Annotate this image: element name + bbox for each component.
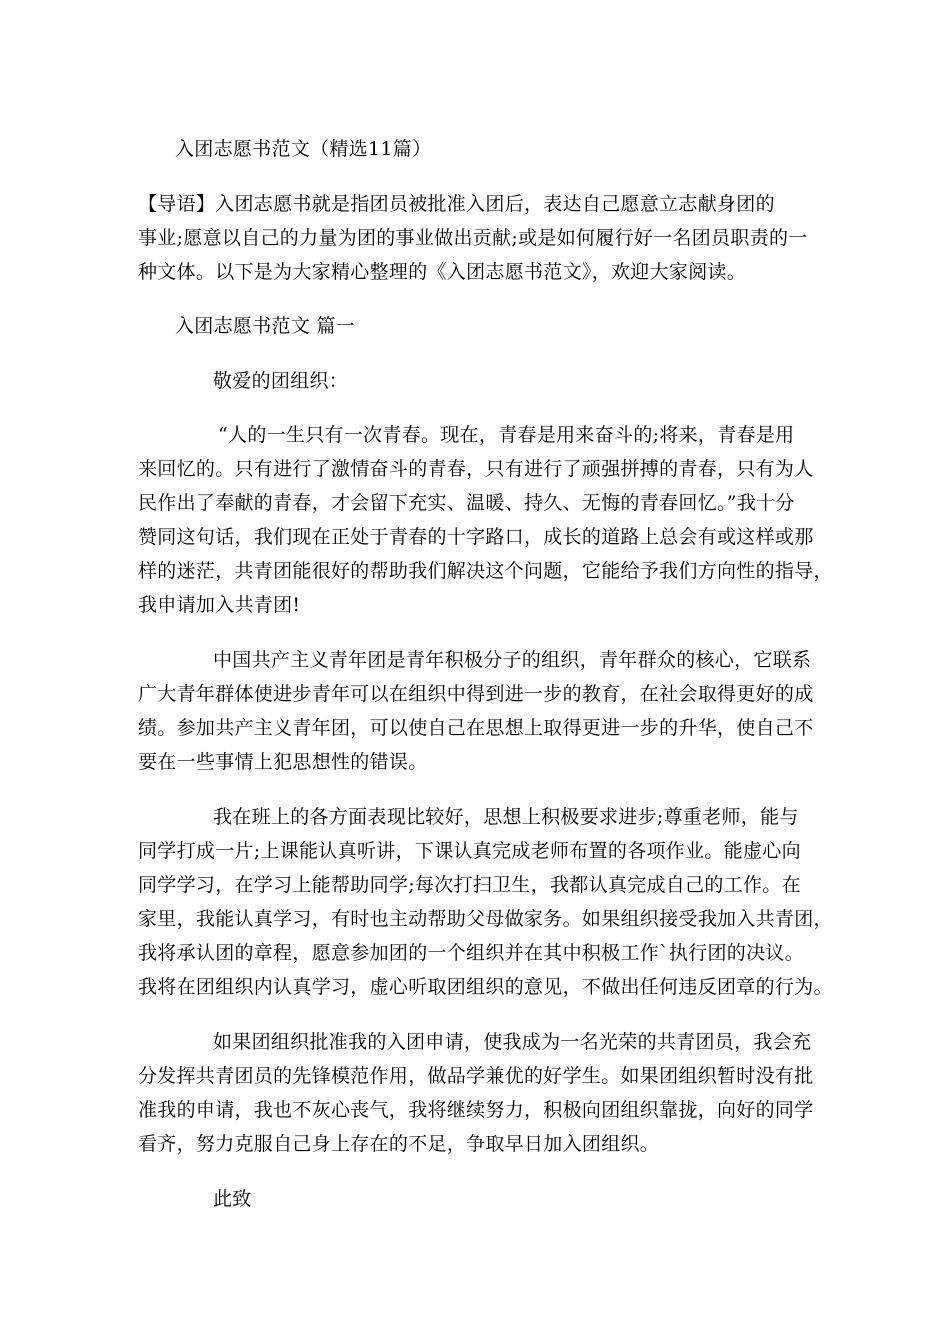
intro-line: 事业;愿意以自己的力量为团的事业做出贡献;或是如何履行好一名团员职责的一 bbox=[138, 227, 808, 249]
paragraph-line: 样的迷茫，共青团能很好的帮助我们解决这个问题，它能给予我们方向性的指导， bbox=[138, 560, 833, 582]
paragraph-line: 准我的申请，我也不灰心丧气，我将继续努力，积极向团组织靠拢，向好的同学 bbox=[138, 1099, 814, 1121]
document-title: 入团志愿书范文（精选11篇） bbox=[175, 138, 432, 160]
paragraph-line: 我将承认团的章程，愿意参加团的一个组织并在其中积极工作`执行团的决议。 bbox=[138, 942, 805, 964]
paragraph-line: “人的一生只有一次青春。现在，青春是用来奋斗的;将来，青春是用 bbox=[218, 424, 795, 446]
section-heading: 入团志愿书范文 篇一 bbox=[175, 315, 356, 337]
closing: 此致 bbox=[213, 1188, 252, 1210]
paragraph-line: 分发挥共青团员的先锋模范作用，做品学兼优的好学生。如果团组织暂时没有批 bbox=[138, 1065, 814, 1087]
paragraph-line: 我在班上的各方面表现比较好，思想上积极要求进步;尊重老师，能与 bbox=[213, 806, 799, 828]
paragraph-line: 要在一些事情上犯思想性的错误。 bbox=[138, 751, 428, 773]
paragraph-line: 来回忆的。只有进行了激情奋斗的青春，只有进行了顽强拼搏的青春，只有为人 bbox=[138, 458, 814, 480]
paragraph-line: 我申请加入共青团! bbox=[138, 594, 301, 616]
paragraph-line: 家里，我能认真学习，有时也主动帮助父母做家务。如果组织接受我加入共青团， bbox=[138, 908, 833, 930]
paragraph-line: 同学学习，在学习上能帮助同学;每次打扫卫生，我都认真完成自己的工作。在 bbox=[138, 874, 801, 896]
paragraph-line: 同学打成一片;上课能认真听讲，下课认真完成老师布置的各项作业。能虚心向 bbox=[138, 840, 801, 862]
paragraph-line: 赞同这句话，我们现在正处于青春的十字路口，成长的道路上总会有或这样或那 bbox=[138, 526, 814, 548]
paragraph-line: 民作出了奉献的青春，才会留下充实、温暖、持久、无悔的青春回忆。”我十分 bbox=[138, 492, 795, 514]
paragraph-line: 绩。参加共产主义青年团，可以使自己在思想上取得更进一步的升华，使自己不 bbox=[138, 717, 814, 739]
intro-line: 种文体。以下是为大家精心整理的《入团志愿书范文》，欢迎大家阅读。 bbox=[138, 261, 747, 283]
paragraph-line: 如果团组织批准我的入团申请，使我成为一名光荣的共青团员，我会充 bbox=[213, 1031, 812, 1053]
salutation: 敬爱的团组织： bbox=[213, 370, 349, 392]
intro-line: 【导语】入团志愿书就是指团员被批准入团后，表达自己愿意立志献身团的 bbox=[138, 193, 775, 215]
paragraph-line: 我将在团组织内认真学习，虚心听取团组织的意见，不做出任何违反团章的行为。 bbox=[138, 976, 833, 998]
paragraph-line: 中国共产主义青年团是青年积极分子的组织，青年群众的核心，它联系 bbox=[213, 649, 812, 671]
paragraph-line: 广大青年群体使进步青年可以在组织中得到进一步的教育，在社会取得更好的成 bbox=[138, 683, 814, 705]
paragraph-line: 看齐，努力克服自己身上存在的不足，争取早日加入团组织。 bbox=[138, 1133, 660, 1155]
